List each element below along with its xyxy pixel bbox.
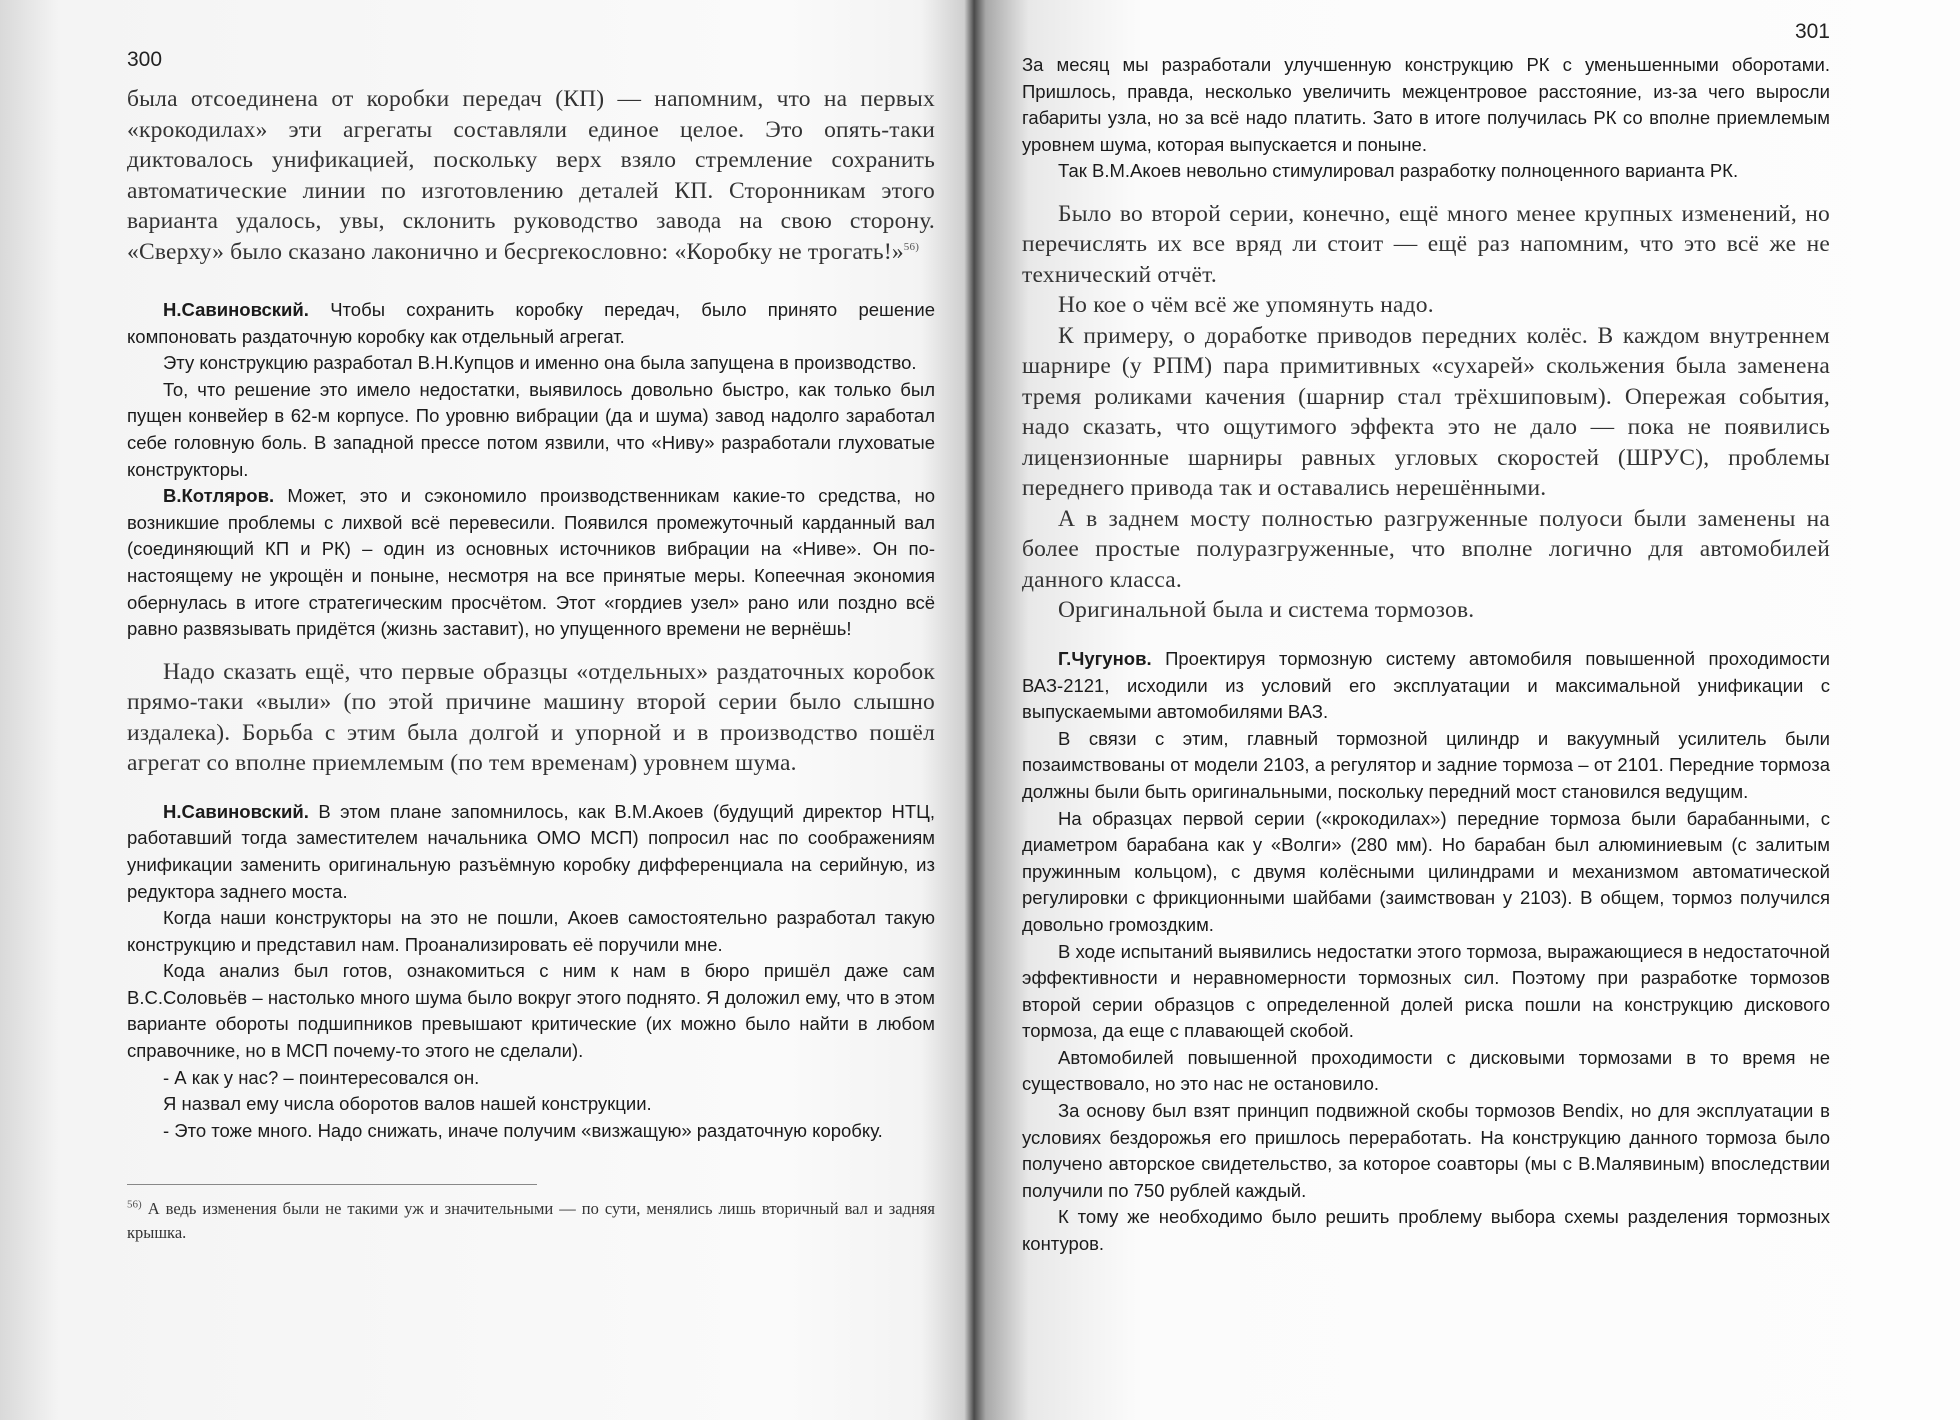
paragraph-text: Чтобы сохранить коробку передач, было принято решение компоновать раздаточную коробку как отдельный агрегат. <box>127 299 935 347</box>
paragraph: За месяц мы разработали улучшенную конструкцию РК с уменьшенными оборотами. Пришлось, правда, несколько увеличить межцентровое расстояние, из-за чего выросли габариты узла, но за всё надо платить. Зато в итоге получилась РК со вполне приемлемым уровнем шума, которая выпускается и поныне. <box>1022 54 1830 155</box>
paragraph: К тому же необходимо было решить проблему выбора схемы разделения тормозных контуров. <box>1022 1206 1830 1255</box>
left-interview-block-2 <box>127 799 935 1145</box>
right-narrative-text <box>1022 199 1830 626</box>
paragraph: К примеру, о доработке приводов передних колёс. В каждом внутреннем шарнире (у РПМ) пара примитивных «сухарей» скольжения была заменена тремя роликами качения (шарнир стал трёхшиповым). Опережая события, надо сказать, что ощутимого эффекта это не дало — пока не появились лицензионные шарниры равных угловых скоростей (ШРУС), проблемы переднего привода так и оставались нерешёнными. <box>1022 322 1830 502</box>
paragraph: В связи с этим, главный тормозной цилиндр и вакуумный усилитель были позаимствованы от модели 2103, а регулятор и задние тормоза – от 2101. Передние тормоза должны были быть оригинальными, поскольку передний мост становился ведущим. <box>1022 727 1830 802</box>
paragraph <box>127 799 935 905</box>
paragraph: То, что решение это имело недостатки, выявилось довольно быстро, как только был пущен конвейер в 62-м корпусе. По уровню вибрации (да и шума) завод надолго заработал себе головную боль. В западной прессе потом язвили, что «Ниву» разработали глуховатые конструкторы. <box>127 378 935 480</box>
footnote-text: А ведь изменения были не такими уж и значительными — по сути, менялись лишь вторичный вал и задняя крышка. <box>127 1199 935 1243</box>
page-number-right: 301 <box>1794 20 1830 43</box>
paragraph-text: была отсоединена от коробки передач (КП) — напомним, что на первых «крокодилах» эти агрегаты составляли единое целое. Это опять-таки диктовалось унификацией, поскольку верх взяло стремление сохранить автоматические линии по изготовлению деталей КП. Сторонникам этого варианта удалось, увы, склонить руководство завода на свою сторону. «Сверху» было сказано лаконично и бесprекословно: «Коробку не трогать!» <box>127 86 935 265</box>
paragraph: А в заднем мосту полностью разгруженные полуоси были заменены на более простые полуразгруженные, что вполне логично для автомобилей данного класса. <box>1022 505 1830 593</box>
paragraph: Надо сказать ещё, что первые образцы «отдельных» раздаточных коробок прямо-таки «выли» (по этой причине машину второй серии было слышно издалека). Борьба с этим была долгой и упорной и в производство пошёл агрегат со вполне приемлемым (по тем временам) уровнем шума. <box>127 658 935 777</box>
right-interview-block-2 <box>1022 646 1830 1258</box>
left-interview-block-1 <box>127 297 935 643</box>
page-number-left: 300 <box>127 48 163 71</box>
paragraph <box>127 297 935 350</box>
left-page <box>0 0 975 1420</box>
paragraph: Кода анализ был готов, ознакомиться с ним к нам в бюро пришёл даже сам В.С.Соловьёв – настолько много шума было вокруг этого поднято. Я доложил ему, что в этом варианте обороты подшипников превышают критические (их можно было найти в любом справочнике, но в МСП почему-то этого не сделали). <box>127 960 935 1062</box>
paragraph: Эту конструкцию разработал В.Н.Купцов и именно она была запущена в производство. <box>163 352 917 374</box>
paragraph: Было во второй серии, конечно, ещё много менее крупных изменений, но перечислять их все вряд ли стоит — ещё раз напомним, что это всё же не технический отчёт. <box>1022 200 1830 288</box>
paragraph: - Это тоже много. Надо снижать, иначе получим «визжащую» раздаточную коробку. <box>163 1119 883 1141</box>
speaker-name: Н.Савиновский. <box>163 800 309 822</box>
paragraph: - А как у нас? – поинтересовался он. <box>163 1066 480 1088</box>
paragraph: Автомобилей повышенной проходимости с дисковыми тормозами в то время не существовало, но это нас не остановило. <box>1022 1046 1830 1095</box>
footnote-mark: 56) <box>127 1198 142 1211</box>
paragraph: Но кое о чём всё же упомянуть надо. <box>1058 292 1434 319</box>
paragraph <box>127 483 935 643</box>
paragraph: Когда наши конструкторы на это не пошли, Акоев самостоятельно разработал такую конструкцию и представил нам. Проанализировать её поручили мне. <box>127 907 935 955</box>
speaker-name: Н.Савиновский. <box>163 299 309 320</box>
right-page <box>1010 0 1960 1420</box>
speaker-name: В.Котляров. <box>163 485 275 507</box>
paragraph: Оригинальной была и система тормозов. <box>1058 597 1475 624</box>
paragraph: На образцах первой серии («крокодилах») передние тормоза были барабанными, с диаметром барабана как у «Волги» (280 мм). Но барабан был алюминиевым (с залитым пружинным кольцом), с двумя колёсными цилиндрами и механизмом автоматической регулировки с фрикционными шайбами (заимствован у 2103). В общем, тормоз получился довольно громоздким. <box>1022 807 1830 935</box>
left-narrative-text <box>127 657 935 779</box>
paragraph-text: Может, это и сэкономило производственникам какие-то средства, но возникшие проблемы с лихвой всё перевесили. Появился промежуточный карданный вал (соединяющий КП и РК) – один из основных источников вибрации на «Ниве». Он по-настоящему не укрощён и поныне, несмотря на все принятые меры. Копеечная экономия обернулась в итоге стратегическим просчётом. Этот «гордиев узел» рано или поздно всё равно развязывать придётся (жизнь заставит), но упущенного времени не вернёшь! <box>127 485 935 640</box>
footnote-ref: 56) <box>903 240 920 253</box>
paragraph: Так В.М.Акоев невольно стимулировал разработку полноценного варианта РК. <box>1058 160 1739 182</box>
paragraph-text: Проектируя тормозную систему автомобиля повышенной проходимости ВАЗ-2121, исходили из условий его эксплуатации и максимальной унификации с выпускаемыми автомобилями ВАЗ. <box>1022 647 1830 723</box>
paragraph: За основу был взят принцип подвижной скобы тормозов Bendix, но для эксплуатации в условиях бездорожья его пришлось переработать. На конструкцию данного тормоза было получено авторское свидетельство, за которое соавторы (мы с В.Малявиным) впоследствии получили по 750 рублей каждый. <box>1022 1100 1830 1201</box>
paragraph <box>1022 646 1830 726</box>
speaker-name: Г.Чугунов. <box>1058 647 1152 669</box>
paragraph <box>127 84 935 267</box>
footnote-divider <box>127 1184 537 1185</box>
paragraph: Я назвал ему числа оборотов валов нашей конструкции. <box>163 1093 652 1115</box>
left-intro-text <box>127 84 935 267</box>
footnote <box>127 1197 935 1245</box>
right-interview-block-1 <box>1022 52 1830 185</box>
paragraph-text: В этом плане запомнилось, как В.М.Акоев (будущий директор НТЦ, работавший тогда заместителем начальника ОМО МСП) попросил нас по соображениям унификации заменить оригинальную разъёмную коробку дифференциала на серийную, из редуктора заднего моста. <box>127 800 935 902</box>
paragraph: В ходе испытаний выявились недостатки этого тормоза, выражающиеся в недостаточной эффективности и неравномерности тормозных сил. Поэтому при разработке тормозов второй серии образцов с определенной долей риска пошли на конструкцию дискового тормоза, да еще с плавающей скобой. <box>1022 940 1830 1042</box>
